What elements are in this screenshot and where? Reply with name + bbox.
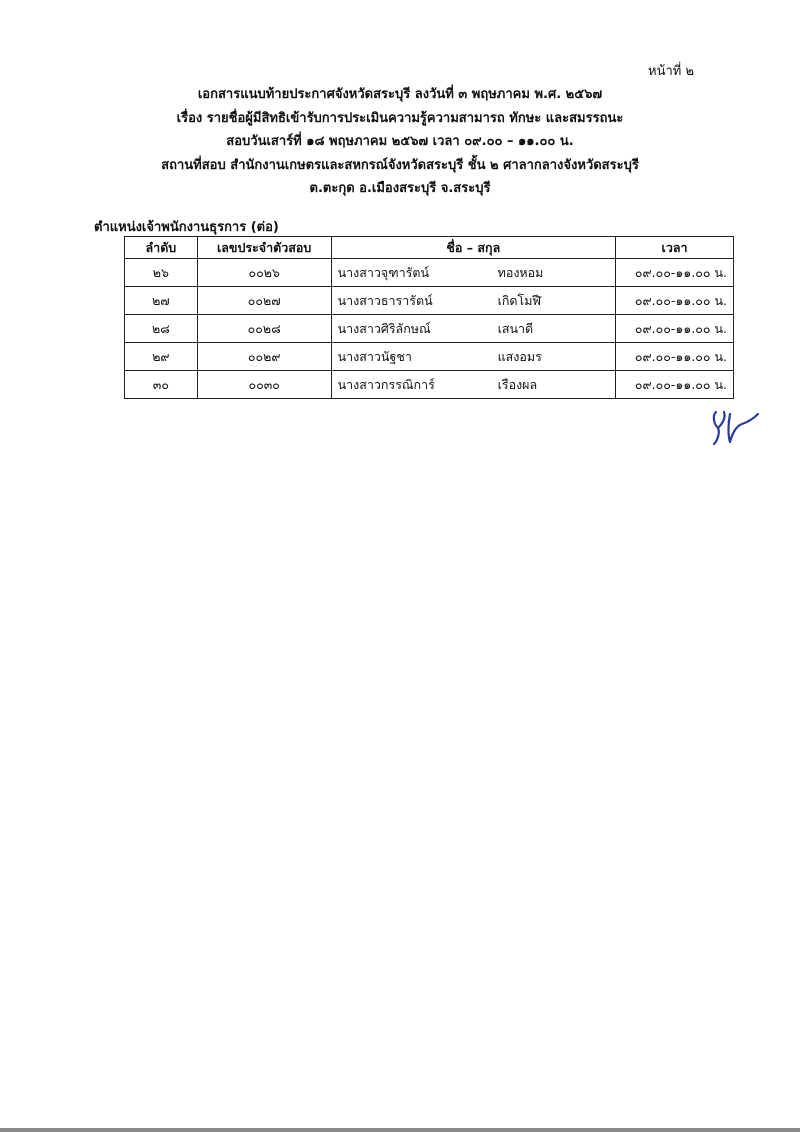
header-line-venue-address: ต.ตะกุด อ.เมืองสระบุรี จ.สระบุรี	[309, 181, 491, 196]
table-row	[125, 287, 734, 315]
section-title: ตำแหน่งเจ้าพนักงานธุรการ (ต่อ)	[94, 220, 279, 235]
name-cell	[331, 315, 616, 343]
exam-time: ๐๙.๐๐-๑๑.๐๐ น.	[616, 315, 734, 343]
last-name: แสงอมร	[497, 348, 542, 364]
last-name: เกิดโมฬี	[497, 292, 542, 308]
first-name: นางสาวนัฐชา	[337, 348, 412, 364]
column-header-name: ชื่อ – สกุล	[331, 237, 616, 259]
column-header-exam-id: เลขประจำตัวสอบ	[197, 237, 331, 259]
header-line-exam-venue: สถานที่สอบ สำนักงานเกษตรและสหกรณ์จังหวัดสระบุรี ชั้น ๒ ศาลากลางจังหวัดสระบุรี	[161, 157, 639, 173]
last-name: เสนาดี	[497, 320, 534, 336]
header-line-announcement: เอกสารแนบท้ายประกาศจังหวัดสระบุรี ลงวันที่ ๓ พฤษภาคม พ.ศ. ๒๕๖๗	[197, 87, 603, 102]
exam-time: ๐๙.๐๐-๑๑.๐๐ น.	[616, 371, 734, 399]
last-name: เรืองผล	[497, 376, 538, 392]
table-row	[125, 259, 734, 287]
exam-id: ๐๐๒๖	[197, 259, 331, 287]
header-line-exam-date: สอบวันเสาร์ที่ ๑๘ พฤษภาคม ๒๕๖๗ เวลา ๐๙.๐๐ – ๑๑.๐๐ น.	[226, 134, 574, 149]
page-bottom-edge	[0, 1128, 800, 1132]
page-number: หน้าที่ ๒	[648, 64, 695, 79]
name-cell	[331, 287, 616, 315]
exam-id: ๐๐๒๘	[197, 315, 331, 343]
name-cell	[331, 371, 616, 399]
document-header	[0, 83, 800, 201]
row-number: ๓๐	[125, 371, 198, 399]
first-name: นางสาวธารารัตน์	[337, 292, 433, 308]
row-number: ๒๗	[125, 287, 198, 315]
table-header-row	[125, 237, 734, 259]
exam-time: ๐๙.๐๐-๑๑.๐๐ น.	[616, 287, 734, 315]
exam-id: ๐๐๓๐	[197, 371, 331, 399]
name-cell	[331, 343, 616, 371]
first-name: นางสาวกรรณิการ์	[337, 376, 435, 392]
exam-time: ๐๙.๐๐-๑๑.๐๐ น.	[616, 343, 734, 371]
row-number: ๒๙	[125, 343, 198, 371]
table-row	[125, 315, 734, 343]
exam-id: ๐๐๒๗	[197, 287, 331, 315]
row-number: ๒๘	[125, 315, 198, 343]
candidate-table	[124, 236, 734, 399]
first-name: นางสาวศิริลักษณ์	[337, 320, 431, 336]
row-number: ๒๖	[125, 259, 198, 287]
last-name: ทองหอม	[497, 264, 544, 280]
column-header-time: เวลา	[616, 237, 734, 259]
table-row	[125, 343, 734, 371]
first-name: นางสาวจุฑารัตน์	[337, 264, 430, 280]
name-cell	[331, 259, 616, 287]
exam-time: ๐๙.๐๐-๑๑.๐๐ น.	[616, 259, 734, 287]
table-row	[125, 371, 734, 399]
exam-id: ๐๐๒๙	[197, 343, 331, 371]
signature-mark	[702, 402, 764, 448]
column-header-no: ลำดับ	[125, 237, 198, 259]
header-line-subject: เรื่อง รายชื่อผู้มีสิทธิเข้ารับการประเมินความรู้ความสามารถ ทักษะ และสมรรถนะ	[176, 110, 624, 126]
